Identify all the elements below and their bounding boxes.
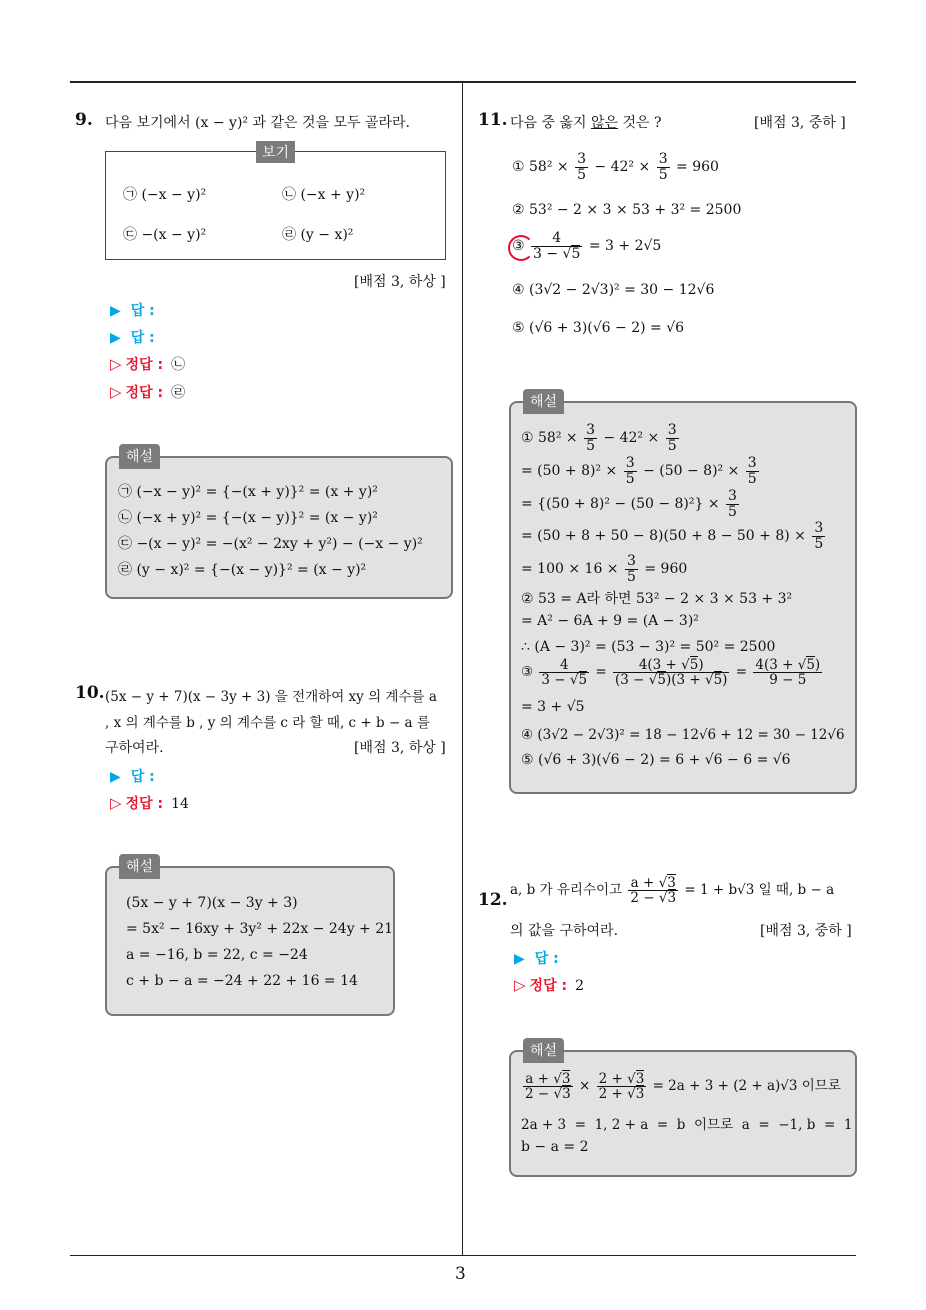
q11-sol-line-3: = {(50 + 8)² − (50 − 8)²} × $\frac{3}{5}$ — [521, 488, 737, 520]
q11-sol-line-12: ⑤ (√6 + 3)(√6 − 2) = 6 + √6 − 6 = √6 — [521, 752, 791, 768]
triangle-outline-icon: ▷ — [110, 794, 122, 812]
q11-sol-line-2: = (50 + 8)² × $\frac{3}{5}$ − (50 − 8)² × $\frac{3}{5}$ — [521, 455, 757, 487]
q9-option-2: ㉡ (−x + y)² — [282, 187, 366, 203]
q10-sol-line-3: a = −16, b = 22, c = −24 — [126, 947, 308, 963]
q12-correct: ▷ 정답 : 2 — [514, 976, 584, 994]
q11-text: 다음 중 옳지 않은 것은 ? — [510, 115, 662, 131]
q11-sol-line-5: = 100 × 16 × $\frac{3}{5}$ = 960 — [521, 553, 688, 585]
q9-option-4: ㉣ (y − x)² — [282, 227, 354, 243]
q11-sol-line-4: = (50 + 8 + 50 − 8)(50 + 8 − 50 + 8) × $\frac{3}{5}$ — [521, 520, 824, 552]
triangle-outline-icon: ▷ — [110, 383, 122, 401]
q9-sol-line-3: ㉢ −(x − y)² = −(x² − 2xy + y²) − (−x − y)² — [118, 536, 423, 552]
q11-sol-line-9: ③ $\frac{4}{3 - √5}$ = $\frac{4(3 + √5)}{(3 - √5)(3 + √5)}$ = $\frac{4(3 + √5)}{9 - 5}$ — [521, 657, 821, 689]
q12-sol-line-1: $\frac{a + √3}{2 - √3}$ × $\frac{2 + √3}{2 + √3}$ = 2a + 3 + (2 + a)√3 이므로 — [525, 1071, 841, 1103]
q10-line-3: 구하여라. — [105, 740, 164, 756]
q10-number: 10. — [75, 683, 105, 703]
q12-grade: [배점 3, 중하 ] — [760, 923, 852, 939]
q12-answer[interactable]: ▶ 답 : — [514, 951, 559, 967]
q9-correct-1: ▷ 정답 : ㉡ — [110, 355, 186, 373]
play-icon: ▶ — [110, 769, 121, 785]
q12-number: 12. — [478, 890, 508, 910]
column-divider — [462, 82, 463, 1256]
play-icon: ▶ — [110, 330, 121, 346]
red-circle-mark-icon — [508, 235, 534, 261]
q9-box-label: 보기 — [256, 141, 295, 163]
q11-sol-line-10: = 3 + √5 — [521, 699, 585, 715]
bottom-rule — [70, 1255, 856, 1256]
q10-solution-box — [105, 866, 395, 1016]
q10-sol-line-2: = 5x² − 16xy + 3y² + 22x − 24y + 21 — [126, 921, 394, 937]
triangle-outline-icon: ▷ — [514, 976, 526, 994]
q9-number: 9. — [75, 110, 93, 130]
q9-sol-line-1: ㉠ (−x − y)² = {−(x + y)}² = (x + y)² — [118, 484, 378, 500]
q10-solution-tag: 해설 — [119, 854, 160, 879]
q9-grade: [배점 3, 하상 ] — [354, 274, 446, 290]
q11-sol-line-1: ① 58² × $\frac{3}{5}$ − 42² × $\frac{3}{5}$ — [521, 422, 677, 454]
q12-line-1: a, b 가 유리수이고 $\frac{a + √3}{2 - √3}$ = 1 + b√3 일 때, b − a — [510, 875, 835, 907]
q11-option-3[interactable]: ③ $\frac{4}{3 - √5}$ = 3 + 2√5 — [512, 231, 661, 261]
triangle-outline-icon: ▷ — [110, 355, 122, 373]
q10-grade: [배점 3, 하상 ] — [354, 740, 446, 756]
q11-sol-line-11: ④ (3√2 − 2√3)² = 18 − 12√6 + 12 = 30 − 12√6 — [521, 727, 845, 743]
q11-grade: [배점 3, 중하 ] — [754, 115, 846, 131]
q11-option-5[interactable]: ⑤ (√6 + 3)(√6 − 2) = √6 — [512, 320, 685, 336]
q10-answer[interactable]: ▶ 답 : — [110, 769, 155, 785]
q11-option-1[interactable]: ① 58² × $\frac{3}{5}$ − 42² × $\frac{3}{5}$ = 960 — [512, 151, 719, 183]
q9-correct-2: ▷ 정답 : ㉣ — [110, 383, 186, 401]
q11-sol-line-7: = A² − 6A + 9 = (A − 3)² — [521, 613, 699, 629]
q11-sol-line-8: ∴ (A − 3)² = (53 − 3)² = 50² = 2500 — [521, 639, 776, 655]
q12-solution-tag: 해설 — [523, 1038, 564, 1063]
q11-option-2[interactable]: ② 53² − 2 × 3 × 53 + 3² = 2500 — [512, 202, 742, 218]
q10-line-1: (5x − y + 7)(x − 3y + 3) 을 전개하여 xy 의 계수를 a — [105, 689, 437, 705]
top-rule — [70, 81, 856, 83]
play-icon: ▶ — [514, 951, 525, 967]
play-icon: ▶ — [110, 303, 121, 319]
q10-line-2: , x 의 계수를 b , y 의 계수를 c 라 할 때, c + b − a 를 — [105, 715, 430, 731]
q10-correct: ▷ 정답 : 14 — [110, 794, 189, 812]
q12-line-2: 의 값을 구하여라. — [510, 923, 619, 939]
q10-sol-line-4: c + b − a = −24 + 22 + 16 = 14 — [126, 973, 358, 989]
page-number: 3 — [455, 1264, 466, 1284]
q11-option-4[interactable]: ④ (3√2 − 2√3)² = 30 − 12√6 — [512, 282, 715, 298]
q9-text: 다음 보기에서 (x − y)² 과 같은 것을 모두 골라라. — [105, 115, 410, 131]
q12-sol-line-2: 2a + 3 = 1, 2 + a = b 이므로 a = −1, b = 1 — [521, 1117, 853, 1133]
q12-sol-line-3: b − a = 2 — [521, 1139, 589, 1155]
q10-sol-line-1: (5x − y + 7)(x − 3y + 3) — [126, 895, 298, 911]
q11-sol-line-6: ② 53 = A라 하면 53² − 2 × 3 × 53 + 3² — [521, 591, 793, 607]
q9-answer-1[interactable]: ▶ 답 : — [110, 303, 155, 319]
q9-solution-tag: 해설 — [119, 444, 160, 469]
q9-answer-2[interactable]: ▶ 답 : — [110, 330, 155, 346]
q9-sol-line-4: ㉣ (y − x)² = {−(x − y)}² = (x − y)² — [118, 562, 367, 578]
q9-sol-line-2: ㉡ (−x + y)² = {−(x − y)}² = (x − y)² — [118, 510, 378, 526]
q9-option-1: ㉠ (−x − y)² — [123, 187, 207, 203]
q9-option-3: ㉢ −(x − y)² — [123, 227, 207, 243]
q11-solution-tag: 해설 — [523, 389, 564, 414]
q11-number: 11. — [478, 110, 508, 130]
